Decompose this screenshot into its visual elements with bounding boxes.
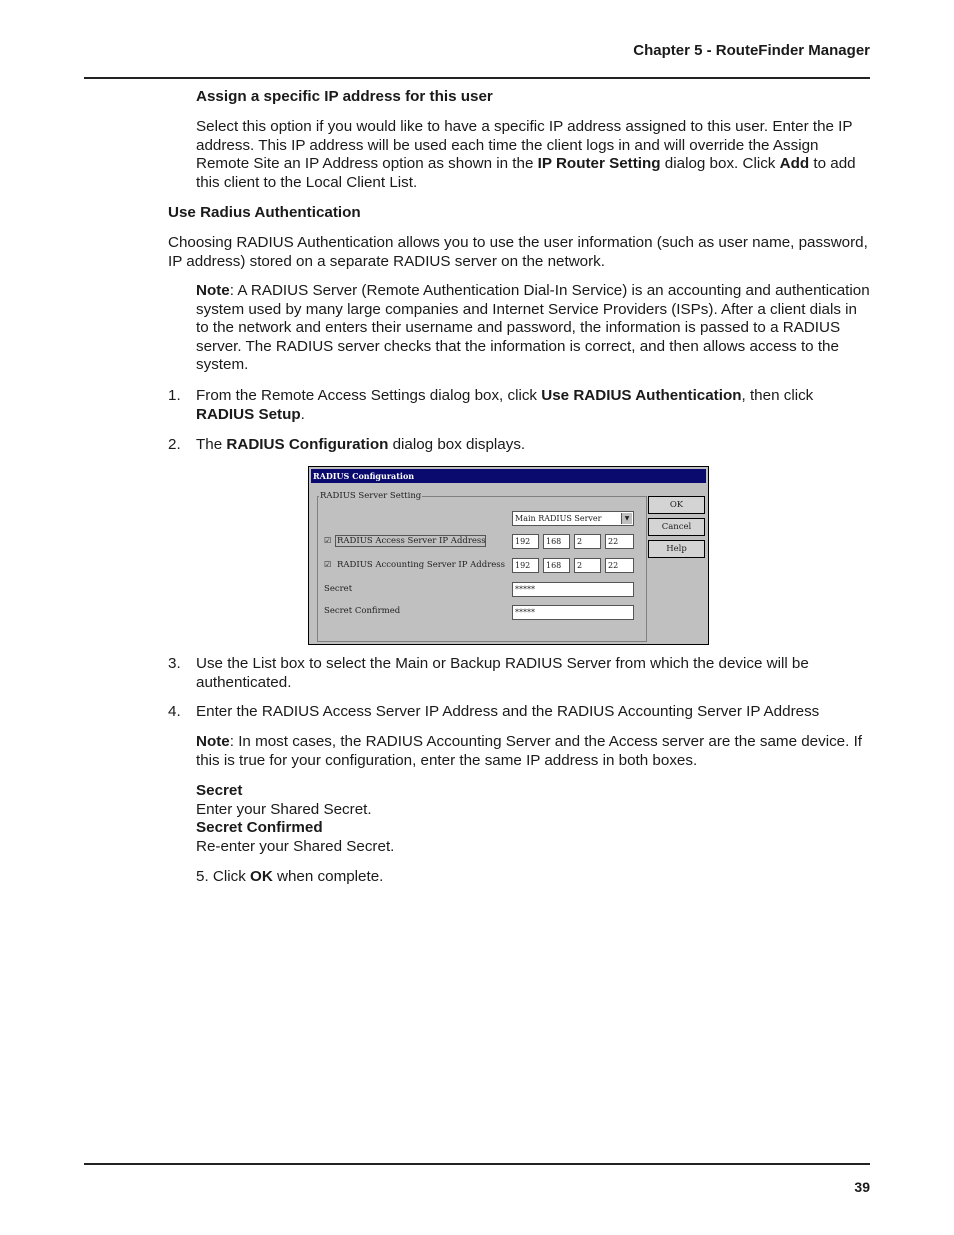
text-run: Select this option if you would like to have a specific IP address assigned to this user. Enter the IP address. This IP address will be used each time the client logs in and will override the Assign Remote Site an IP Address option as shown in the	[196, 118, 853, 173]
note-radius	[196, 282, 871, 375]
access-ip-octet[interactable]: 2	[574, 534, 601, 549]
paragraph-radius-intro: Choosing RADIUS Authentication allows you to use the user information (such as user name, password, IP address) stored on a separate RADIUS server on the network.	[168, 234, 868, 270]
note-label: Note	[196, 282, 230, 299]
text-run-bold: RADIUS Configuration	[226, 436, 389, 453]
accounting-ip-octet[interactable]: 168	[543, 558, 570, 573]
secret-description: Enter your Shared Secret.	[196, 801, 372, 818]
access-ip-octet[interactable]: 168	[543, 534, 570, 549]
section-heading-assign-ip: Assign a specific IP address for this user	[196, 88, 493, 105]
section-heading-radius: Use Radius Authentication	[168, 204, 361, 221]
dialog-title: RADIUS Configuration	[311, 469, 706, 483]
secret-confirmed-heading: Secret Confirmed	[196, 819, 323, 836]
running-header: Chapter 5 - RouteFinder Manager	[633, 42, 870, 59]
group-label: RADIUS Server Setting	[320, 491, 422, 501]
text-run-bold: OK	[250, 868, 273, 885]
chevron-down-icon[interactable]: ▼	[621, 513, 632, 524]
step-3-text: Use the List box to select the Main or Backup RADIUS Server from which the device will be authenticated.	[196, 655, 809, 691]
access-label: RADIUS Access Server IP Address	[337, 536, 486, 546]
text-run-bold: IP Router Setting	[537, 155, 661, 173]
text-run-bold: RADIUS Setup	[196, 405, 301, 423]
text-run: From the Remote Access Settings dialog box, click	[196, 387, 542, 404]
access-ip-octet[interactable]: 22	[605, 534, 634, 549]
page-number: 39	[854, 1179, 870, 1195]
accounting-label: RADIUS Accounting Server IP Address	[337, 560, 506, 570]
accounting-ip-octet[interactable]: 192	[512, 558, 539, 573]
help-button[interactable]: Help	[648, 540, 705, 558]
step-number: 4.	[168, 703, 181, 720]
note-text: : In most cases, the RADIUS Accounting Server and the Access server are the same device. If this is true for your configuration, enter the same IP address in both boxes.	[196, 733, 863, 769]
step-number: 1.	[168, 387, 181, 404]
step-number: 3.	[168, 655, 181, 672]
cancel-button[interactable]: Cancel	[648, 518, 705, 536]
step-2-text	[196, 436, 871, 455]
note-text: : A RADIUS Server (Remote Authentication Dial-In Service) is an accounting and authentication system used by many large companies and Internet Service Providers (ISPs). After a client dials in to the network and enters their username and password, the information is passed to a RADIUS server. The RADIUS server checks that the information is correct, and then allows access to the system.	[196, 282, 870, 374]
secret-field[interactable]: *****	[512, 582, 634, 597]
text-run: dialog box displays.	[388, 436, 526, 453]
step-5-text	[196, 868, 871, 887]
secret-confirmed-field[interactable]: *****	[512, 605, 634, 620]
note-label: Note	[196, 733, 230, 750]
paragraph-assign-ip	[196, 118, 871, 192]
text-run-bold: Add	[779, 155, 810, 173]
footer-rule	[84, 1163, 870, 1165]
accounting-ip-octet[interactable]: 2	[574, 558, 601, 573]
radius-configuration-dialog	[308, 466, 709, 645]
secret-confirmed-description: Re-enter your Shared Secret.	[196, 838, 395, 855]
header-rule	[84, 77, 870, 79]
text-run: .	[300, 405, 305, 423]
text-run: , then click	[741, 387, 814, 404]
ok-button[interactable]: OK	[648, 496, 705, 514]
server-select[interactable]	[512, 511, 634, 526]
text-run: when complete.	[272, 868, 384, 885]
secret-heading: Secret	[196, 782, 243, 799]
access-checkbox[interactable]: ☑	[324, 536, 332, 545]
access-ip-octet[interactable]: 192	[512, 534, 539, 549]
secret-label: Secret	[324, 584, 353, 594]
server-select-value: Main RADIUS Server	[515, 514, 602, 523]
text-run: 5. Click	[196, 868, 251, 885]
text-run: The	[196, 436, 227, 453]
accounting-ip-octet[interactable]: 22	[605, 558, 634, 573]
step-number: 2.	[168, 436, 181, 453]
text-run-bold: Use RADIUS Authentication	[541, 387, 742, 404]
step-4-text: Enter the RADIUS Access Server IP Address and the RADIUS Accounting Server IP Address	[196, 703, 820, 720]
text-run: dialog box. Click	[660, 155, 780, 173]
text-run: to add this client to the Local Client List.	[196, 155, 856, 191]
step-1-text	[196, 387, 871, 424]
secret-confirmed-label: Secret Confirmed	[324, 606, 401, 616]
note-accounting	[196, 733, 871, 770]
accounting-checkbox[interactable]: ☑	[324, 560, 332, 569]
